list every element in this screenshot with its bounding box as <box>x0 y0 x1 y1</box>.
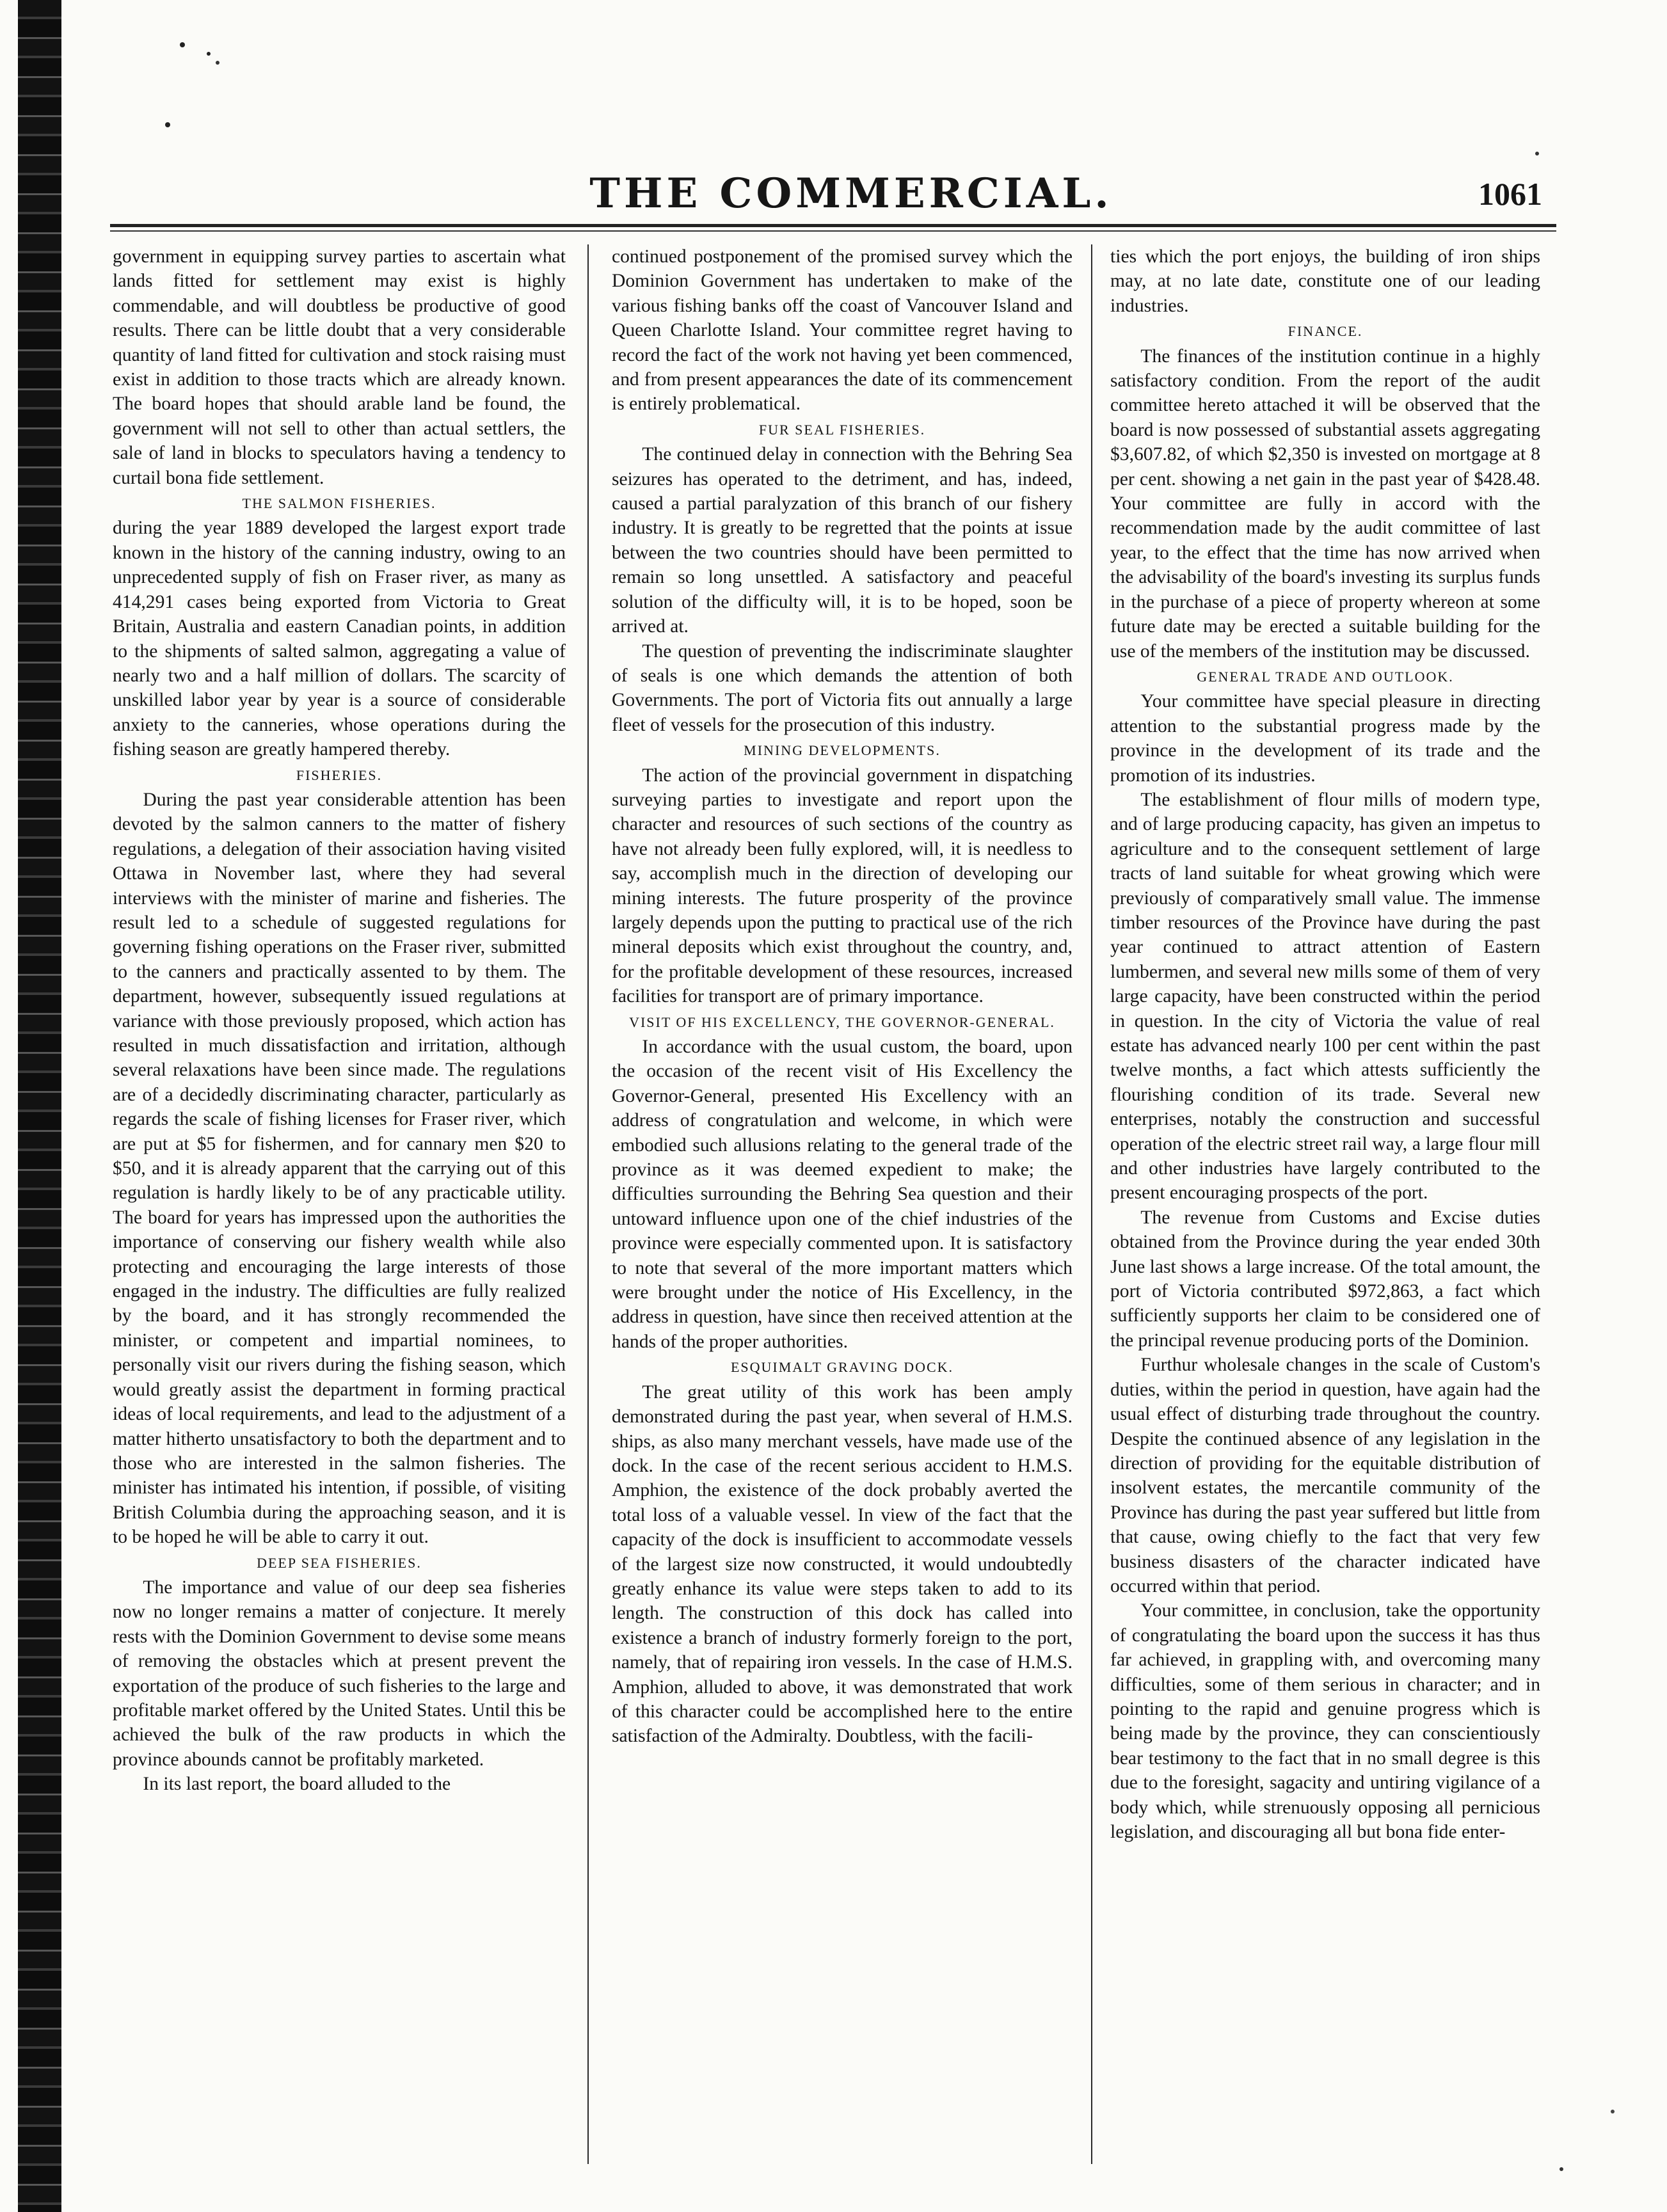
section-heading: MINING DEVELOPMENTS. <box>744 742 941 759</box>
article-column-1 <box>113 244 566 2183</box>
paragraph: The action of the provincial government in dispatching surveying parties to investigate and report upon the character and resources of such sections of the country as have not already been fully explored, will, it is needless to say, accomplish much in the direction of developing our mining interests. The future prosperity of the province largely depends upon the putting to practical use of the rich mineral deposits which exist throughout the country, and, for the profitable development of these resources, increased facilities for transport are of primary importance. <box>612 765 1073 1007</box>
section-heading: ESQUIMALT GRAVING DOCK. <box>730 1359 954 1376</box>
paragraph: continued postponement of the promised survey which the Dominion Government has undertaken to make of the various fishing banks off the coast of Vancouver Island and Queen Charlotte Island. Your committee regret having to record the fact of the work not having yet been commenced, and from present appearances the date of its commencement is entirely problematical. <box>612 246 1073 415</box>
section-heading: FUR SEAL FISHERIES. <box>758 421 926 438</box>
section-heading: FISHERIES. <box>296 767 383 783</box>
paragraph: ties which the port enjoys, the building of iron ships may, at no late date, constitute one of our leading industries. <box>1110 246 1540 316</box>
section-heading: THE SALMON FISHERIES. <box>242 495 436 512</box>
section-heading: DEEP SEA FISHERIES. <box>257 1554 422 1571</box>
newspaper-title: THE COMMERCIAL. <box>589 170 1113 218</box>
article-column-2 <box>612 244 1073 2183</box>
masthead-rule-thin <box>110 230 1556 232</box>
scanned-page-edge <box>18 0 61 2212</box>
column-divider <box>1091 244 1092 2164</box>
masthead <box>160 165 1542 223</box>
paragraph: during the year 1889 developed the largest export trade known in the history of the canning industry, owing to an unprecedented supply of fish on Fraser river, as many as 414,291 cases being exported from Victoria to Great Britain, Australia and eastern Canadian points, in addition to the shipments of salted salmon, aggregating a value of nearly two and a half million of dollars. The scarcity of unskilled labor year by year is a source of considerable anxiety to the canneries, whose operations during the fishing season are greatly hampered thereby. <box>113 518 566 760</box>
paragraph: The importance and value of our deep sea fisheries now no longer remains a matter of conjecture. It merely rests with the Dominion Government to devise some means of removing the obstacles which at present prevent the exportation of the produce of such fisheries to the large and profitable market offered by the United States. Until this be achieved the bulk of the raw products in which the province abounds cannot be profitably marketed. <box>113 1577 566 1770</box>
paragraph: The finances of the institution continue in a highly satisfactory condition. From the report of the audit committee hereto attached it will be observed that the board is now possessed of substantial assets aggregating $3,607.82, of which $2,350 is invested on mortgage at 8 per cent. showing a net gain in the past year of $428.48. Your committee are fully in accord with the recommendation made by the audit committee of last year, to the effect that the time has now arrived when the advisability of the board's investing its surplus funds in the purchase of a piece of property whereon at some future date may be erected a suitable building for the use of the members of the institution may be discussed. <box>1110 346 1540 662</box>
paragraph: The question of preventing the indiscriminate slaughter of seals is one which demands the attention of both Governments. The port of Victoria fits out annually a large fleet of vessels for the prosecution of this industry. <box>612 641 1073 735</box>
column-divider <box>587 244 589 2164</box>
paragraph: Furthur wholesale changes in the scale of Custom's duties, within the period in question, have again had the usual effect of disturbing trade throughout the country. Despite the continued absence of any legislation in the direction of providing for the equitable distribution of insolvent estates, the mercantile community of the Province has during the past year suffered but little from that cause, owing chiefly to the fact that very few business disasters of the character indicated have occurred within that period. <box>1110 1355 1540 1596</box>
paragraph: During the past year considerable attention has been devoted by the salmon canners to the matter of fishery regulations, a delegation of their association having visited Ottawa in November last, where they had several interviews with the minister of marine and fisheries. The result led to a schedule of suggested regulations for governing fishing operations on the Fraser river, submitted to the canners and practically assented to by them. The department, however, subsequently issued regulations at variance with those previously proposed, which action has resulted in much dissatisfaction and irritation, although several relaxations have been since made. The regulations are of a decidedly discriminating character, particularly as regards the scale of fishing licenses for Fraser river, which are put at $5 for fishermen, and for cannary men $20 to $50, and it is already apparent that the carrying out of this regulation is hardly likely to be of any practicable utility. The board for years has impressed upon the authorities the importance of conserving our fishery wealth while also protecting and encouraging the large interests of those engaged in the industry. The difficulties are fully realized by the board, and it has strongly recommended the minister, or competent and impartial nominees, to personally visit our rivers during the fishing season, which would greatly assist the department in forming practical ideas of local requirements, and lead to the adjustment of a matter hitherto unsatisfactory to both the department and to those who are interested in the salmon fisheries. The minister has intimated his intention, if possible, of visiting British Columbia during the approaching season, and it is to be hoped he will be able to carry it out. <box>113 789 566 1548</box>
paragraph: Your committee, in conclusion, take the opportunity of congratulating the board upon the success it has thus far achieved, in grappling with, and overcoming many difficulties, some of them serious in character; and in pointing to the rapid and genuine progress which is being made by the province, they can conscientiously bear testimony to the fact that in no small degree is this due to the foresight, sagacity and untiring vigilance of a body which, while strenuously opposing all pernicious legislation, and discouraging all but bona fide enter- <box>1110 1600 1540 1842</box>
masthead-rule-thick <box>110 224 1556 227</box>
paragraph: In accordance with the usual custom, the board, upon the occasion of the recent visit of His Excellency the Governor-General, presented His Excellency with an address of congratulation and welcome, in which were embodied such allusions relating to the general trade of the province as it was deemed expedient to make; the difficulties surrounding the Behring Sea question and their untoward influence upon one of the chief industries of the province were especially commented upon. It is satisfactory to note that several of the more important matters which were brought under the notice of His Excellency, in the address in question, have since then received attention at the hands of the proper authorities. <box>612 1037 1073 1352</box>
section-heading: VISIT OF HIS EXCELLENCY, THE GOVERNOR-GENERAL. <box>629 1014 1055 1030</box>
paragraph: government in equipping survey parties to ascertain what lands fitted for settlement may exist is highly commendable, and will doubtless be productive of good results. There can be little doubt that a very considerable quantity of land fitted for cultivation and stock raising must exist in addition to those tracts which are already known. The board hopes that should arable land be found, the government will not sell to other than actual settlers, the sale of land in blocks to speculators having a tendency to curtail bona fide settlement. <box>113 246 566 488</box>
paragraph: The establishment of flour mills of modern type, and of large producing capacity, has given an impetus to agriculture and to the consequent settlement of large tracts of land suitable for wheat growing which were previously of comparatively small value. The immense timber resources of the Province have during the past year continued to attract attention of Eastern lumbermen, and several new mills some of them of very large capacity, have been constructed within the period in question. In the city of Victoria the value of real estate has advanced nearly 100 per cent within the past twelve months, a fact which attests sufficiently the flourishing condition of its trade. Several new enterprises, notably the construction and successful operation of the electric street rail way, a large flour mill and other industries have largely contributed to the present encouraging prospects of the port. <box>1110 789 1540 1204</box>
paragraph: Your committee have special pleasure in directing attention to the substantial progress made by the province in the development of its trade and the promotion of its industries. <box>1110 691 1540 786</box>
article-column-3 <box>1110 244 1540 2183</box>
section-heading: GENERAL TRADE AND OUTLOOK. <box>1197 668 1454 685</box>
paragraph: The revenue from Customs and Excise duties obtained from the Province during the year ended 30th June last shows a large increase. Of the total amount, the port of Victoria contributed $972,863, a fact which sufficiently supports her claim to be considered one of the principal revenue producing ports of the Dominion. <box>1110 1207 1540 1351</box>
page-number: 1061 <box>1478 176 1542 212</box>
section-heading: FINANCE. <box>1288 323 1363 340</box>
paragraph: The continued delay in connection with the Behring Sea seizures has operated to the detriment, and has, indeed, caused a partial paralyzation of this branch of our fishery industry. It is greatly to be regretted that the points at issue between the two countries should have been permitted to remain so long unsettled. A satisfactory and peaceful solution of the difficulty will, it is to be hoped, soon be arrived at. <box>612 444 1073 637</box>
paragraph: The great utility of this work has been amply demonstrated during the past year, when several of H.M.S. ships, as also many merchant vessels, have made use of the dock. In the case of the recent serious accident to H.M.S. Amphion, the existence of the dock probably averted the total loss of a valuable vessel. In view of the fact that the capacity of the dock is insufficient to accommodate vessels of the largest size now constructed, it would undoubtedly greatly enhance its value were steps taken to add to its length. The construction of this dock has called into existence a branch of industry formerly foreign to the port, namely, that of repairing iron vessels. In the case of H.M.S. Amphion, alluded to above, it was demonstrated that work of this character could be accomplished here to the entire satisfaction of the Admiralty. Doubtless, with the facili- <box>612 1381 1073 1747</box>
paragraph: In its last report, the board alluded to the <box>143 1774 451 1795</box>
